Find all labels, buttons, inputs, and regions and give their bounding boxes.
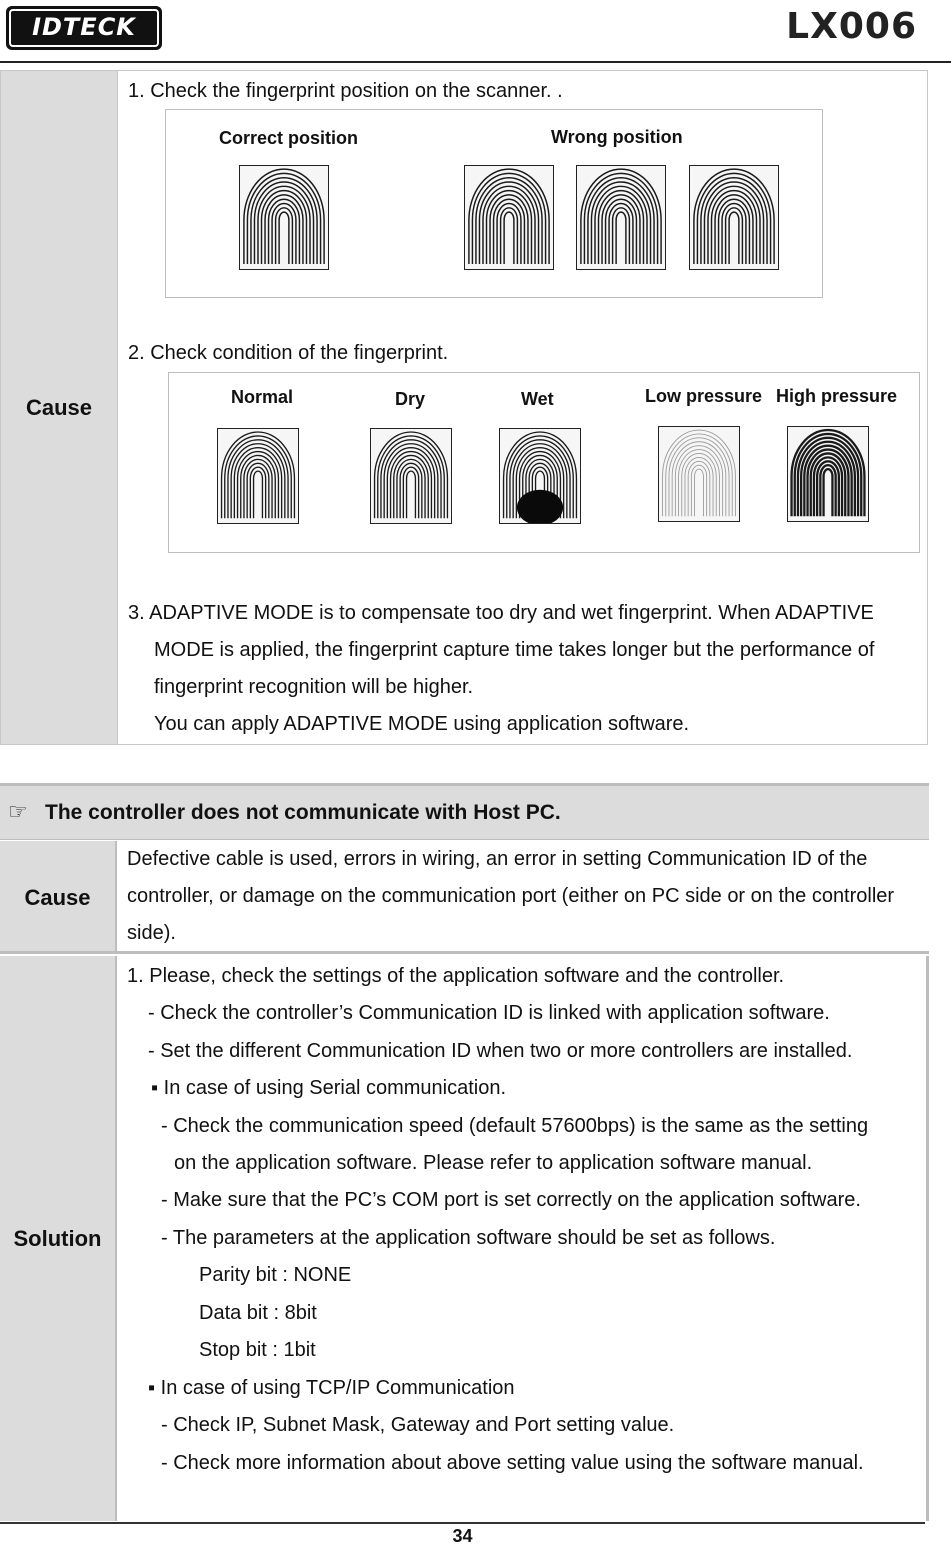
- condition-high-pressure-label: High pressure: [776, 386, 898, 406]
- condition-panel: [168, 372, 920, 553]
- solution-line-7: - Make sure that the PC’s COM port is set correctly on the application software.: [161, 1189, 861, 1211]
- fingerprint-wrong-3-image: [689, 165, 779, 270]
- comm-section-title: The controller does not communicate with Host PC.: [45, 801, 561, 824]
- solution-line-11: Stop bit : 1bit: [199, 1339, 316, 1361]
- cause-label: Cause: [25, 394, 93, 420]
- wrong-position-label: Wrong position: [551, 127, 683, 147]
- fingerprint-wrong-1-image: [464, 165, 554, 270]
- solution-line-6: on the application software. Please refer to application software manual.: [174, 1152, 813, 1174]
- fingerprint-wet-image: [499, 428, 581, 524]
- footer-divider: [0, 1522, 925, 1524]
- item-3-line-1: 3. ADAPTIVE MODE is to compensate too dry and wet fingerprint. When ADAPTIVE: [128, 602, 874, 624]
- correct-position-label: Correct position: [219, 128, 359, 148]
- item-3-line-4: You can apply ADAPTIVE MODE using application software.: [154, 713, 690, 735]
- comm-cause-label-cell: [0, 841, 117, 951]
- solution-line-8: - The parameters at the application software should be set as follows.: [161, 1227, 776, 1249]
- fingerprint-normal-image: [217, 428, 299, 524]
- model-name: LX006: [786, 6, 917, 47]
- fingerprint-wrong-2-image: [576, 165, 666, 270]
- comm-cause-line-1: Defective cable is used, errors in wiring, an error in setting Communication ID of the: [127, 848, 868, 870]
- fingerprint-dry-image: [370, 428, 452, 524]
- fingerprint-cause-table: [0, 70, 928, 745]
- logo-text: IDTECK: [32, 13, 136, 41]
- solution-line-5: - Check the communication speed (default 57600bps) is the same as the setting: [161, 1115, 869, 1137]
- solution-line-13: - Check IP, Subnet Mask, Gateway and Port setting value.: [161, 1414, 675, 1436]
- comm-section-header: [0, 783, 929, 840]
- condition-normal-label: Normal: [231, 387, 294, 407]
- comm-solution-label: Solution: [13, 1226, 102, 1251]
- page-header: [0, 0, 951, 62]
- header-divider: [0, 61, 951, 63]
- comm-cause-label: Cause: [24, 885, 91, 910]
- comm-cause-line-3: side).: [127, 922, 176, 944]
- solution-line-12: ▪ In case of using TCP/IP Communication: [148, 1377, 515, 1399]
- fingerprint-low-pressure-image: [658, 426, 740, 522]
- condition-low-pressure-label: Low pressure: [645, 386, 763, 406]
- solution-line-14: - Check more information about above setting value using the software manual.: [161, 1452, 864, 1474]
- solution-line-9: Parity bit : NONE: [199, 1264, 352, 1286]
- cause-content-cell: [118, 71, 928, 745]
- condition-wet-label: Wet: [521, 389, 554, 409]
- pointing-hand-icon: ☞: [8, 800, 28, 825]
- item-1-text: 1. Check the fingerprint position on the scanner. .: [128, 80, 563, 102]
- comm-cause-row: [0, 841, 929, 954]
- solution-line-10: Data bit : 8bit: [199, 1302, 317, 1324]
- cause-label-cell: [1, 71, 118, 745]
- comm-cause-line-2: controller, or damage on the communication port (either on PC side or on the controller: [127, 885, 895, 907]
- item-2-text: 2. Check condition of the fingerprint.: [128, 342, 449, 364]
- comm-solution-label-cell: [0, 956, 117, 1521]
- item-3-line-2: MODE is applied, the fingerprint capture time takes longer but the performance of: [154, 639, 875, 661]
- solution-line-1: 1. Please, check the settings of the application software and the controller.: [127, 965, 785, 987]
- item-3-line-3: fingerprint recognition will be higher.: [154, 676, 474, 698]
- comm-solution-row: [0, 956, 929, 1521]
- idteck-logo: [6, 6, 162, 50]
- solution-line-2: - Check the controller’s Communication ID is linked with application software.: [148, 1002, 830, 1024]
- solution-line-3: - Set the different Communication ID when two or more controllers are installed.: [148, 1040, 853, 1062]
- fingerprint-high-pressure-image: [787, 426, 869, 522]
- condition-dry-label: Dry: [395, 389, 426, 409]
- fingerprint-correct-image: [239, 165, 329, 270]
- solution-line-4: ▪ In case of using Serial communication.: [151, 1077, 507, 1099]
- page-number: 34: [452, 1526, 473, 1546]
- position-panel: [165, 109, 823, 298]
